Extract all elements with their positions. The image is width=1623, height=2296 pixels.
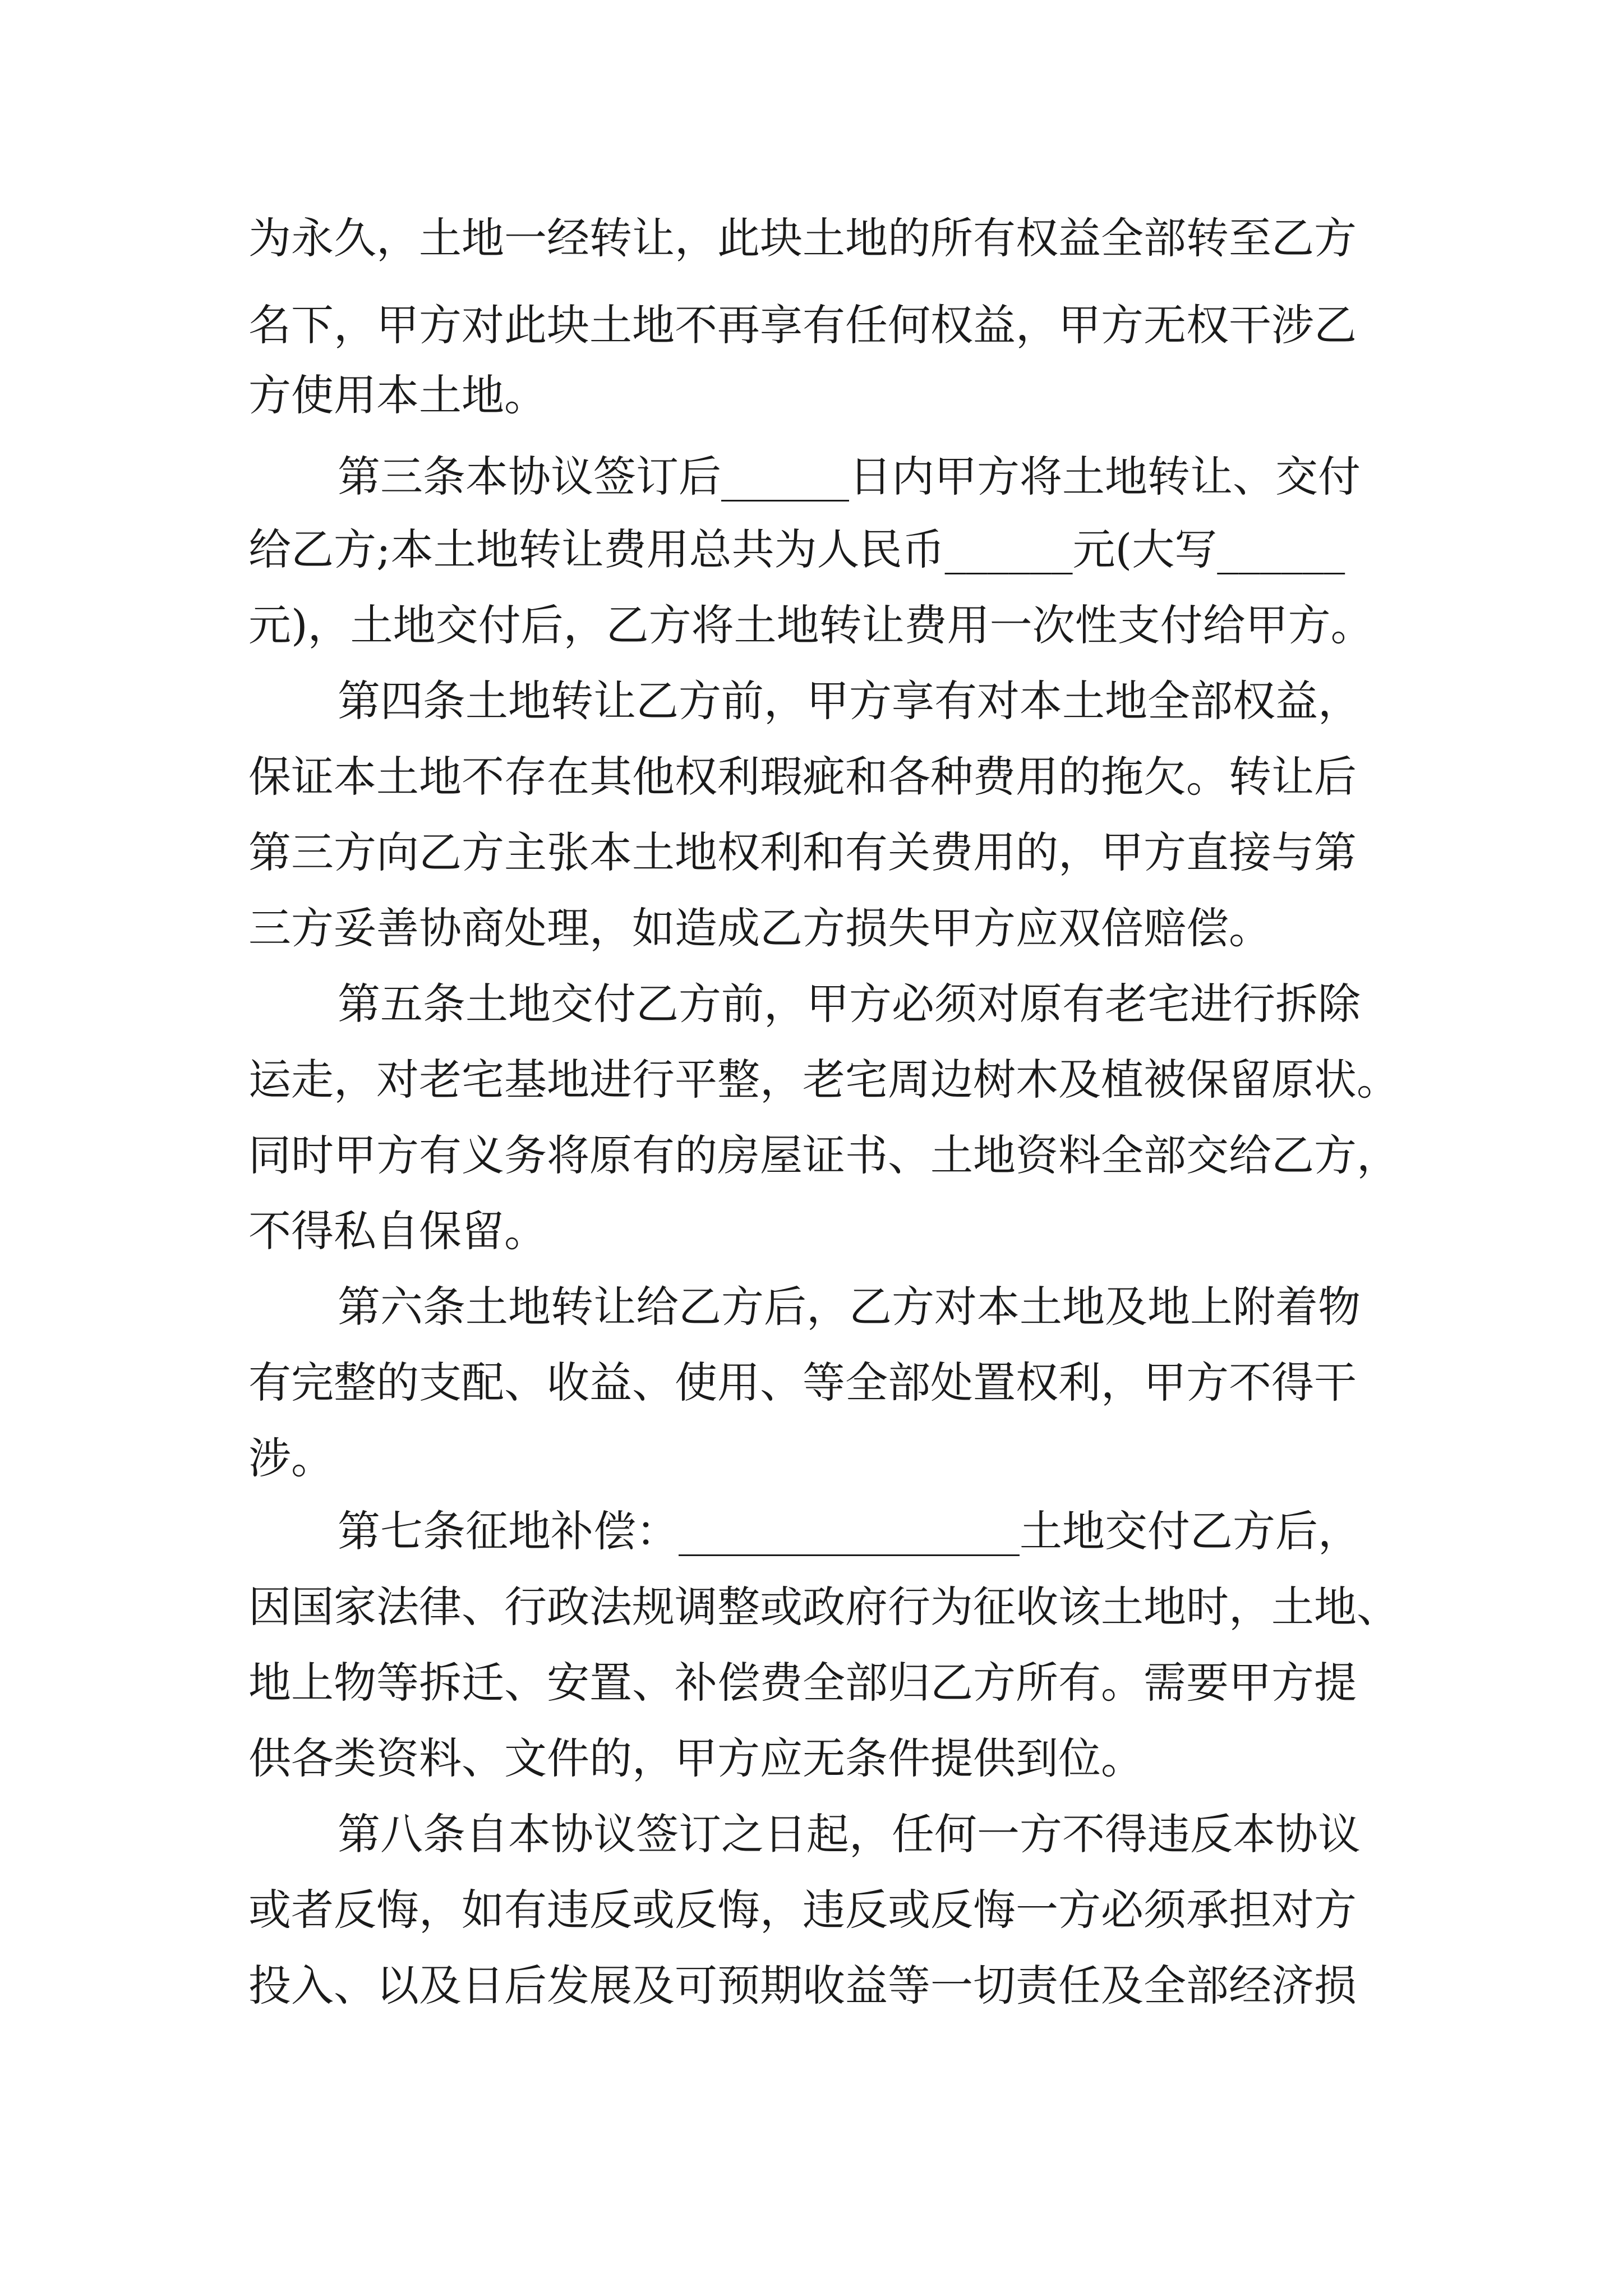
text-line: 同时甲方有义务将原有的房屋证书、土地资料全部交给乙方， — [248, 1130, 1399, 1180]
text-line: 第三条本协议签订后______日内甲方将土地转让、交付 — [338, 452, 1361, 501]
text-line: 第三方向乙方主张本土地权利和有关费用的，甲方直接与第 — [248, 827, 1357, 877]
text-line: 第八条自本协议签订之日起，任何一方不得违反本协议 — [338, 1809, 1361, 1859]
text-line: 有完整的支配、收益、使用、等全部处置权利，甲方不得干 — [248, 1358, 1357, 1407]
text-line: 第七条征地补偿：________________土地交付乙方后， — [338, 1506, 1361, 1556]
text-line: 方使用本土地。 — [248, 370, 547, 420]
text-line: 第五条土地交付乙方前，甲方必须对原有老宅进行拆除 — [338, 979, 1361, 1029]
text-line: 保证本土地不存在其他权利瑕疵和各种费用的拖欠。转让后 — [248, 752, 1357, 802]
text-line: 名下，甲方对此块土地不再享有任何权益，甲方无权干涉乙 — [248, 300, 1357, 350]
text-line: 或者反悔，如有违反或反悔，违反或反悔一方必须承担对方 — [248, 1885, 1357, 1935]
text-line: 元)，土地交付后，乙方将土地转让费用一次性支付给甲方。 — [248, 600, 1373, 650]
text-line: 第六条土地转让给乙方后，乙方对本土地及地上附着物 — [338, 1282, 1361, 1332]
text-line: 投入、以及日后发展及可预期收益等一切责任及全部经济损 — [248, 1961, 1357, 2010]
text-line: 运走，对老宅基地进行平整，老宅周边树木及植被保留原状。 — [248, 1055, 1399, 1105]
text-line: 因国家法律、行政法规调整或政府行为征收该土地时，土地、 — [248, 1582, 1399, 1632]
text-line: 第四条土地转让乙方前，甲方享有对本土地全部权益， — [338, 676, 1361, 726]
text-line: 地上物等拆迁、安置、补偿费全部归乙方所有。需要甲方提 — [248, 1658, 1357, 1708]
text-line: 不得私自保留。 — [248, 1206, 547, 1256]
text-line: 供各类资料、文件的，甲方应无条件提供到位。 — [248, 1733, 1144, 1783]
text-line: 给乙方;本土地转让费用总共为人民币______元(大写______ — [248, 524, 1345, 574]
text-line: 涉。 — [248, 1433, 334, 1483]
text-line: 为永久，土地一经转让，此块土地的所有权益全部转至乙方 — [248, 213, 1357, 263]
text-line: 三方妥善协商处理，如造成乙方损失甲方应双倍赔偿。 — [248, 903, 1271, 953]
